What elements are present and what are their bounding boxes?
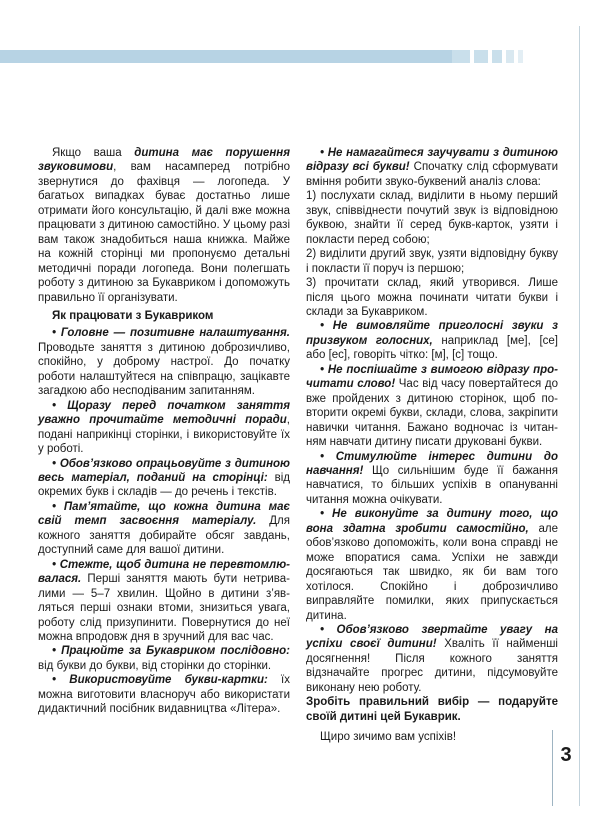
section-heading: Як працювати з Букавриком: [52, 309, 214, 322]
tip-item: • Не поспішайте з вимогою відразу прочитати слово! Час від часу повертайтеся до вже пройдених з дитиною сторінок, щоб повторити окремі букви, склади, слова, закріпити навички читання. Бажано водночас із читанням навчати дитину писати друковані букви.: [306, 363, 559, 449]
tip-item: • Стимулюйте інтерес дитини до навчання! Що сильнішим буде її бажання навчатися, то більших успіхів в опануванні читання можна очікувати.: [306, 450, 558, 506]
page-number-rule: [552, 730, 553, 806]
step-item: 2) виділити другий звук, узяти відповідну букву і покласти її поруч із першою;: [306, 248, 558, 275]
wish-line: Щиро зичимо вам успіхів!: [320, 731, 457, 744]
page-edge-rule: [579, 26, 580, 806]
header-decorative-blocks: [452, 50, 523, 63]
header-color-band: [0, 50, 452, 63]
tip-item: • Стежте, щоб дитина не перевтомлювалася. Перші заняття мають бути нетривалими — 5–7 хвилин. Щойно в дитини з’являться перші ознаки втоми, знизиться увага, роботу слід призупинити. Повернутися до неї можна впродовж дня в зручний для вас час.: [38, 558, 290, 643]
step-item: 3) прочитати склад, який утворився. Лише після цього можна починати читати букви і склади за Букавриком.: [306, 277, 558, 318]
tip-item: • Обов’язково звертайте увагу на успіхи своєї дитини! Хваліть її найменші досягнення! Після кожного заняття відзначайте прогрес дитини, підсумовуйте виконану нею роботу.: [306, 623, 558, 694]
tip-item: • Щоразу перед початком заняття уважно прочитайте методичні поради, подані наприкінці сторінки, і використовуйте їх у роботі.: [38, 399, 290, 456]
page-number: 3: [560, 744, 572, 766]
tip-item: • Не намагайтеся заучувати з дитиною відразу всі букви! Спочатку слід сформувати вміння робити звуко-буквений аналіз слова:: [306, 147, 558, 188]
tip-item: • Використовуйте букви-картки: їх можна виготовити власноруч або використати дидактичний посібник видавництва «Літера».: [38, 674, 291, 716]
tip-item: • Працюйте за Букавриком послідовно: від букви до букви, від сторінки до сторінки.: [38, 645, 290, 672]
left-column: [38, 146, 290, 717]
tip-item: • Обов’язково опрацьовуйте з дитиною весь матеріал, поданий на сторінці: від окремих букв і складів — до речень і текстів.: [38, 457, 290, 499]
intro-paragraph: Якщо ваша дитина має порушення звуковимови, вам насамперед потрібно звернутися до фахівця — логопеда. У багатьох випадках буває достатньо лише отримати його консультацію, й далі вже можна працювати з дитиною самостійно. У цьому разі вам також знадобиться наша книжка. Майже на кожній сторінці ми пропонуємо детальні методичні поради логопеда. Вони полегшать роботу з дитиною за Букавриком і допоможуть правильно її організувати.: [38, 147, 290, 304]
closing-statement: Зробіть правильний вибір — подаруйте своїй дитині цей Букаврик.: [306, 696, 558, 723]
tip-item: • Не виконуйте за дитину того, що вона здатна зробити самостійно, але обов’язково допоможіть, коли вона справді не може впоратися сама. Успіхи не завжди досягаються так швидко, як би вам того хотілося. Спокійно і доброзичливо виправляйте помилки, яких припускається дитина.: [306, 508, 558, 622]
tip-item: • Головне — позитивне налаштування. Проводьте заняття з дитиною доброзичливо, спокійно, у доброму настрої. До початку роботи налаштуйтеся на співпрацю, зацікавте загадкою або несподіваним запитанням.: [38, 327, 290, 398]
right-column: [306, 146, 558, 745]
step-item: 1) послухати склад, виділити в ньому перший звук, співвіднести почутий звук із відповідною буквою, знайти її серед букв-карток, узяти і покласти перед собою;: [306, 190, 558, 246]
tip-item: • Не вимовляйте приголосні звуки з призвуком голосних, наприклад [ме], [се] або [ес], говоріть чітко: [м], [с] тощо.: [306, 320, 558, 362]
tip-item: • Пам’ятайте, що кожна дитина має свій темп засвоєння матеріалу. Для кожного заняття добирайте обсяг завдань, доступний саме для вашої дитини.: [38, 500, 290, 557]
